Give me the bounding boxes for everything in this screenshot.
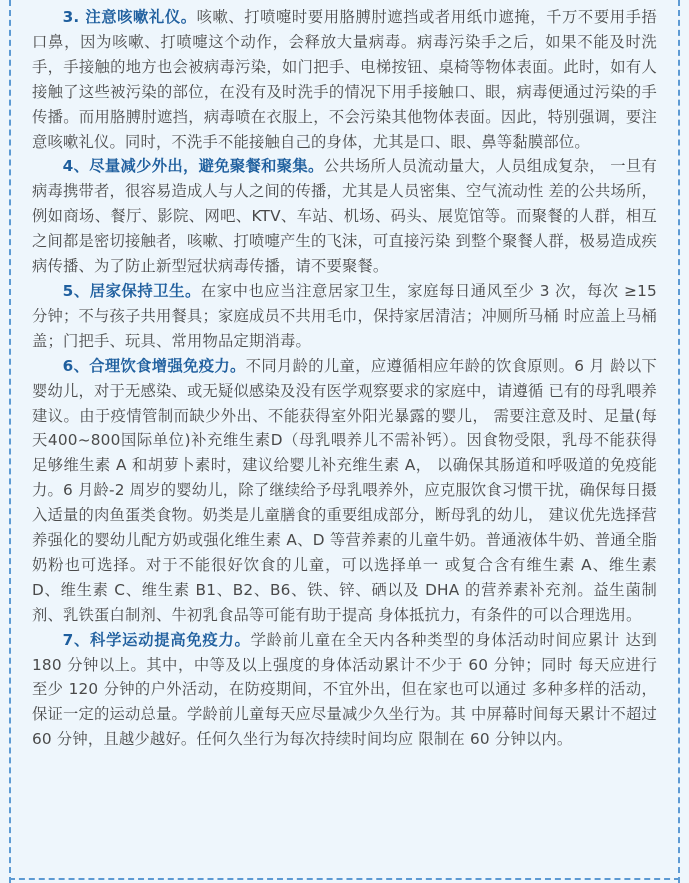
paragraph-cough-etiquette (32, 5, 657, 154)
paragraph-exercise-immunity (32, 628, 657, 753)
paragraph-home-hygiene (32, 279, 657, 354)
dashed-border-bottom (9, 878, 680, 880)
paragraph-diet-immunity (32, 354, 657, 628)
paragraph-heading: 4、尽量减少外出，避免聚餐和聚集。 (62, 157, 324, 176)
dashed-border-right (678, 0, 680, 883)
article-content (32, 5, 657, 752)
paragraph-heading: 3. 注意咳嗽礼仪。 (62, 8, 197, 26)
paragraph-body: 不同月龄的儿童，应遵循相应年龄的饮食原则。6 月 龄以下婴幼儿，对于无感染、或无疑似感染及没有医学观察要求的家庭中，请遵循 已有的母乳喂养建议。由于疫情管制而缺少外出、不能获得室外阳光暴露的婴儿， 需要注意及时、足量(每天400~800国际单位)补充维生素D（母乳喂养儿不需补钙）。因食物受限，乳母不能获得足够维生素 A 和胡萝卜素时，建议给婴儿补充维生素 A， 以确保其肠道和呼吸道的免疫能力。6 月龄-2 周岁的婴幼儿，除了继续给予母乳喂养外，应克服饮食习惯干扰，确保每日摄入适量的肉鱼蛋类食物。奶类是儿童膳食的重要组成部分，断母乳的幼儿， 建议优先选择营养强化的婴幼儿配方奶或强化维生素 A、D 等营养素的儿童牛奶。普通液体牛奶、普通全脂奶粉也可选择。对于不能很好饮食的儿童，可以选择单一 或复合含有维生素 A、维生素 D、维生素 C、维生素 B1、B2、B6、铁、锌、硒以及 DHA 的营养素补充剂。益生菌制剂、乳铁蛋白制剂、牛初乳食品等可能有助于提高 身体抵抗力，有条件的可以合理选用。 (32, 356, 658, 624)
paragraph-heading: 6、合理饮食增强免疫力。 (62, 356, 246, 375)
paragraph-body: 学龄前儿童在全天内各种类型的身体活动时间应累计 达到 180 分钟以上。其中，中等及以上强度的身体活动累计不少于 60 分钟；同时 每天应进行至少 120 分钟的户外活动，在防疫期间，不宜外出，但在家也可以通过 多种多样的活动，保证一定的运动总量。学龄前儿童每天应尽量减少久坐行为。其 中屏幕时间每天累计不超过 60 分钟，且越少越好。任何久坐行为每次持续时间均应 限制在 60 分钟以内。 (32, 630, 657, 749)
dashed-border-left (9, 0, 11, 883)
paragraph-avoid-gathering (32, 154, 657, 279)
paragraph-heading: 5、居家保持卫生。 (62, 281, 201, 300)
paragraph-heading: 7、科学运动提高免疫力。 (62, 630, 251, 649)
paragraph-body: 在家中也应当注意居家卫生，家庭每日通风至少 3 次，每次 ≥15 分钟；不与孩子共用餐具；家庭成员不共用毛巾，保持家居清洁；冲厕所马桶 时应盖上马桶盖；门把手、玩具、常用物品定期消毒。 (32, 281, 657, 350)
paragraph-body: 公共场所人员流动量大，人员组成复杂， 一旦有病毒携带者，很容易造成人与人之间的传播，尤其是人员密集、空气流动性 差的公共场所，例如商场、餐厅、影院、网吧、KTV、车站、机场、码头、展览馆等。而聚餐的人群，相互之间都是密切接触者，咳嗽、打喷嚏产生的飞沫，可直接污染 到整个聚餐人群，极易造成疾病传播、为了防止新型冠状病毒传播，请不要聚餐。 (32, 157, 658, 276)
paragraph-body: 咳嗽、打喷嚏时要用胳膊肘遮挡或者用纸巾遮掩，千万不要用手捂口鼻，因为咳嗽、打喷嚏这个动作，会释放大量病毒。病毒污染手之后，如果不能及时洗手，手接触的地方也会被病毒污染，如门把手、电梯按钮、桌椅等物体表面。此时，如有人接触了这些被污染的部位，在没有及时洗手的情况下用手接触口、眼，病毒便通过污染的手传播。而用胳膊肘遮挡，病毒喷在衣服上，不会污染其他物体表面。因此，特别强调，要注意咳嗽礼仪。同时，不洗手不能接触自己的身体，尤其是口、眼、鼻等黏膜部位。 (32, 8, 657, 151)
